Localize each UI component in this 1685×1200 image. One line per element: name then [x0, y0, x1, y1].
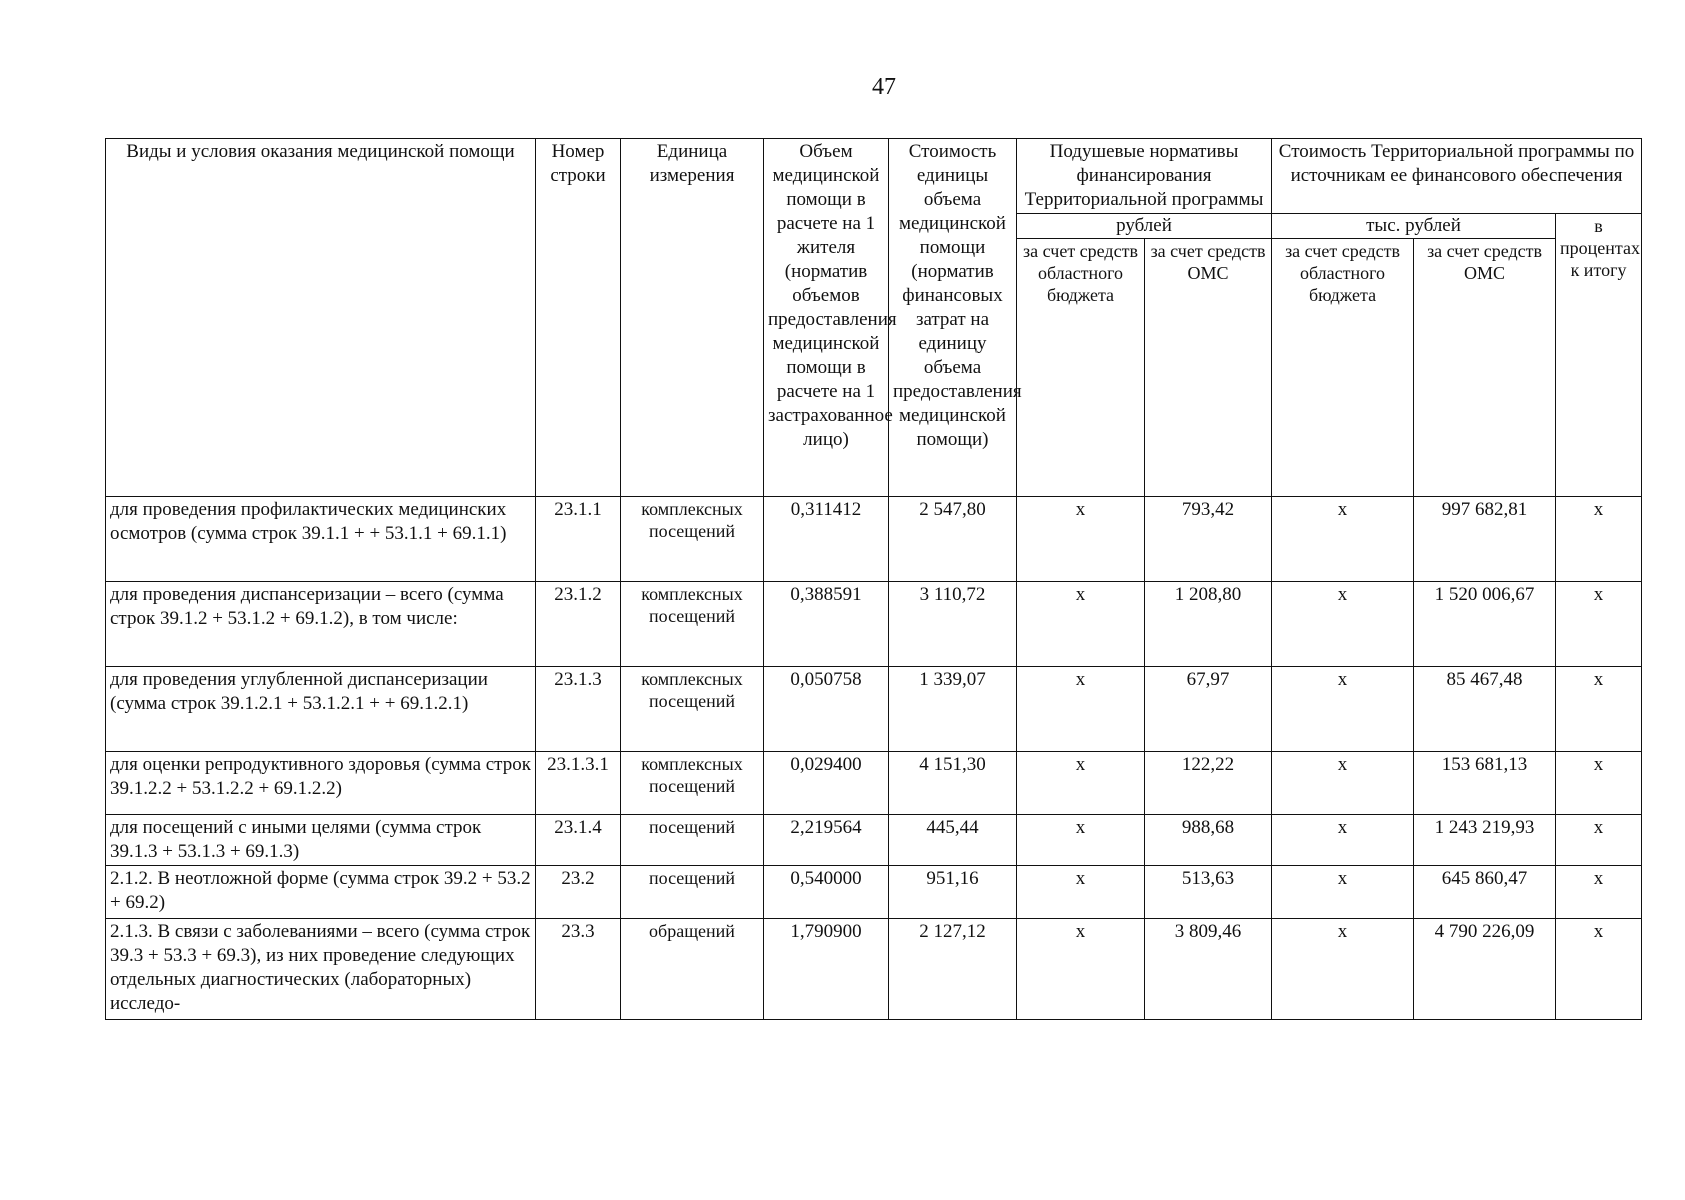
- header-cost: Стоимость единицы объема медицинской помощи (норматив финансовых затрат на единицу объема предоставления медицинской помощи): [889, 139, 1017, 497]
- row-number: 23.1.2: [536, 582, 621, 667]
- row-unit: комплексных посещений: [621, 752, 764, 815]
- row-percent: х: [1556, 815, 1642, 866]
- row-percent: х: [1556, 582, 1642, 667]
- header-oms-2: за счет средств ОМС: [1414, 239, 1556, 497]
- header-program-cost: Стоимость Территориальной программы по источникам ее финансового обеспечения: [1272, 139, 1642, 214]
- header-rub: рублей: [1017, 214, 1272, 239]
- table-row: [106, 815, 1642, 866]
- row-volume: 0,050758: [764, 667, 889, 752]
- row-pc-oms: 67,97: [1145, 667, 1272, 752]
- row-number: 23.1.3: [536, 667, 621, 752]
- row-tp-oms: 645 860,47: [1414, 866, 1556, 919]
- row-cost: 1 339,07: [889, 667, 1017, 752]
- header-row-1: [106, 139, 1642, 214]
- row-cost: 4 151,30: [889, 752, 1017, 815]
- row-pc-budget: х: [1017, 866, 1145, 919]
- row-percent: х: [1556, 497, 1642, 582]
- row-number: 23.1.4: [536, 815, 621, 866]
- row-name: для проведения профилактических медицинских осмотров (сумма строк 39.1.1 + + 53.1.1 + 69.1.1): [106, 497, 536, 582]
- header-oms: за счет средств ОМС: [1145, 239, 1272, 497]
- row-name: для проведения диспансеризации – всего (сумма строк 39.1.2 + 53.1.2 + 69.1.2), в том числе:: [106, 582, 536, 667]
- row-cost: 445,44: [889, 815, 1017, 866]
- row-volume: 2,219564: [764, 815, 889, 866]
- row-percent: х: [1556, 919, 1642, 1020]
- row-cost: 2 547,80: [889, 497, 1017, 582]
- row-tp-budget: х: [1272, 752, 1414, 815]
- table-row: [106, 582, 1642, 667]
- row-volume: 1,790900: [764, 919, 889, 1020]
- row-name: 2.1.3. В связи с заболеваниями – всего (сумма строк 39.3 + 53.3 + 69.3), из них проведение следующих отдельных диагностических (лабораторных) исследо-: [106, 919, 536, 1020]
- row-pc-budget: х: [1017, 919, 1145, 1020]
- table-row: [106, 667, 1642, 752]
- row-tp-oms: 85 467,48: [1414, 667, 1556, 752]
- header-unit: Единица измерения: [621, 139, 764, 497]
- table-row: [106, 752, 1642, 815]
- row-volume: 0,311412: [764, 497, 889, 582]
- row-unit: комплексных посещений: [621, 497, 764, 582]
- row-volume: 0,029400: [764, 752, 889, 815]
- row-percent: х: [1556, 752, 1642, 815]
- header-volume: Объем медицинской помощи в расчете на 1 жителя (норматив объемов предоставления медицинской помощи в расчете на 1 застрахованное лицо): [764, 139, 889, 497]
- header-budget-2: за счет средств областного бюджета: [1272, 239, 1414, 497]
- row-percent: х: [1556, 866, 1642, 919]
- row-percent: х: [1556, 667, 1642, 752]
- financing-table: [105, 138, 1642, 1020]
- header-budget: за счет средств областного бюджета: [1017, 239, 1145, 497]
- row-pc-oms: 1 208,80: [1145, 582, 1272, 667]
- row-tp-budget: х: [1272, 815, 1414, 866]
- row-pc-oms: 3 809,46: [1145, 919, 1272, 1020]
- row-pc-budget: х: [1017, 582, 1145, 667]
- row-pc-budget: х: [1017, 752, 1145, 815]
- page-number: 47: [872, 74, 896, 100]
- row-name: для проведения углубленной диспансеризации (сумма строк 39.1.2.1 + 53.1.2.1 + + 69.1.2.1): [106, 667, 536, 752]
- row-volume: 0,388591: [764, 582, 889, 667]
- row-tp-oms: 1 520 006,67: [1414, 582, 1556, 667]
- row-tp-budget: х: [1272, 919, 1414, 1020]
- row-cost: 2 127,12: [889, 919, 1017, 1020]
- row-number: 23.3: [536, 919, 621, 1020]
- table-row: [106, 919, 1642, 1020]
- table-row: [106, 866, 1642, 919]
- row-tp-oms: 997 682,81: [1414, 497, 1556, 582]
- row-volume: 0,540000: [764, 866, 889, 919]
- row-name: 2.1.2. В неотложной форме (сумма строк 39.2 + 53.2 + 69.2): [106, 866, 536, 919]
- row-pc-oms: 793,42: [1145, 497, 1272, 582]
- header-row-number: Номер строки: [536, 139, 621, 497]
- row-unit: комплексных посещений: [621, 667, 764, 752]
- header-type: Виды и условия оказания медицинской помощи: [106, 139, 536, 497]
- row-name: для посещений с иными целями (сумма строк 39.1.3 + 53.1.3 + 69.1.3): [106, 815, 536, 866]
- row-pc-oms: 513,63: [1145, 866, 1272, 919]
- row-tp-budget: х: [1272, 866, 1414, 919]
- row-tp-budget: х: [1272, 667, 1414, 752]
- row-tp-budget: х: [1272, 582, 1414, 667]
- row-number: 23.1.3.1: [536, 752, 621, 815]
- row-unit: посещений: [621, 815, 764, 866]
- row-tp-oms: 153 681,13: [1414, 752, 1556, 815]
- row-pc-budget: х: [1017, 497, 1145, 582]
- table-row: [106, 497, 1642, 582]
- row-cost: 951,16: [889, 866, 1017, 919]
- row-pc-oms: 122,22: [1145, 752, 1272, 815]
- row-name: для оценки репродуктивного здоровья (сумма строк 39.1.2.2 + 53.1.2.2 + 69.1.2.2): [106, 752, 536, 815]
- row-pc-oms: 988,68: [1145, 815, 1272, 866]
- row-tp-oms: 4 790 226,09: [1414, 919, 1556, 1020]
- row-pc-budget: х: [1017, 667, 1145, 752]
- row-tp-budget: х: [1272, 497, 1414, 582]
- row-unit: обращений: [621, 919, 764, 1020]
- row-number: 23.1.1: [536, 497, 621, 582]
- header-per-capita: Подушевые нормативы финансирования Территориальной программы: [1017, 139, 1272, 214]
- row-unit: комплексных посещений: [621, 582, 764, 667]
- row-pc-budget: х: [1017, 815, 1145, 866]
- header-thous-rub: тыс. рублей: [1272, 214, 1556, 239]
- row-tp-oms: 1 243 219,93: [1414, 815, 1556, 866]
- row-number: 23.2: [536, 866, 621, 919]
- header-percent: в процентах к итогу: [1556, 214, 1642, 497]
- row-cost: 3 110,72: [889, 582, 1017, 667]
- row-unit: посещений: [621, 866, 764, 919]
